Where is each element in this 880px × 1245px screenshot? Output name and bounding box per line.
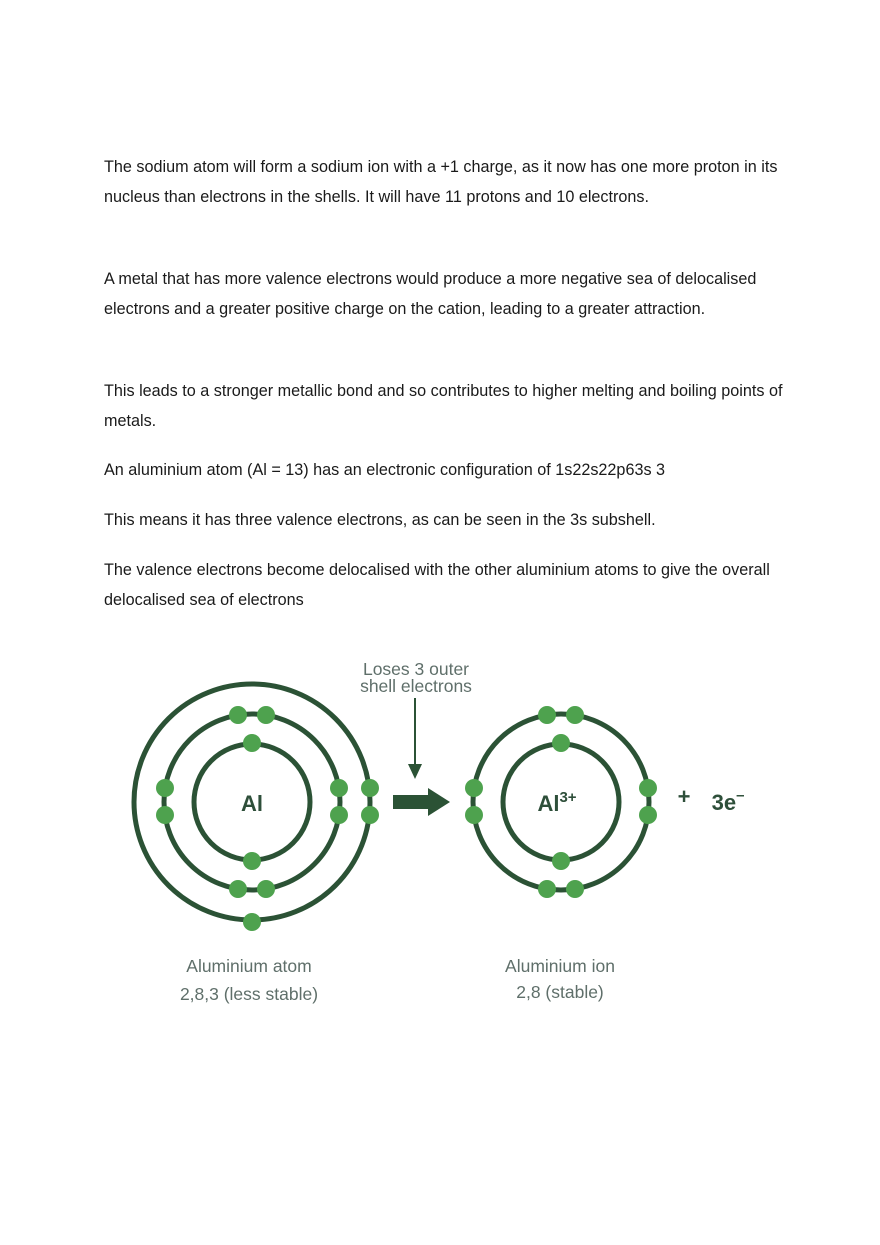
electron xyxy=(552,852,570,870)
electron xyxy=(552,734,570,752)
arrow-label-line1: Loses 3 outer xyxy=(362,659,470,679)
atom-symbol: Al xyxy=(241,791,263,816)
aluminium-atom xyxy=(134,684,379,931)
paragraph-sodium-ion: The sodium atom will form a sodium ion with a +1 charge, as it now has one more proton in its nucleus than electrons in the shells. It will have 11 protons and 10 electrons. xyxy=(104,158,778,206)
electron xyxy=(639,779,657,797)
electron xyxy=(156,779,174,797)
electron xyxy=(538,880,556,898)
electron xyxy=(156,806,174,824)
electron xyxy=(257,706,275,724)
arrow-label-line2: shell electrons xyxy=(360,676,472,696)
aluminium-ion xyxy=(465,706,657,898)
electron xyxy=(465,779,483,797)
paragraph-valence-electrons: A metal that has more valence electrons would produce a more negative sea of delocalised electrons and a greater positive charge on the cation, leading to a greater attraction. xyxy=(104,270,757,318)
electron xyxy=(465,806,483,824)
electron xyxy=(229,706,247,724)
electron xyxy=(639,806,657,824)
atom-caption-name: Aluminium atom xyxy=(186,956,312,976)
electron xyxy=(229,880,247,898)
atom-caption-config: 2,8,3 (less stable) xyxy=(179,984,319,1004)
paragraph-delocalised-sea: The valence electrons become delocalised with the other aluminium atoms to give the overall delocalised sea of electrons xyxy=(104,561,770,609)
electron xyxy=(257,880,275,898)
ion-symbol: $Al^{3+}$ xyxy=(537,789,577,816)
ion-caption-name: Aluminium ion xyxy=(505,956,615,976)
electron xyxy=(243,913,261,931)
plus-sign: + xyxy=(677,784,691,809)
electron xyxy=(243,852,261,870)
electron xyxy=(566,880,584,898)
electron xyxy=(330,779,348,797)
paragraph-aluminium-config: An aluminium atom (Al = 13) has an electronic configuration of 1s22s22p63s 3 xyxy=(104,461,666,479)
down-arrow-icon xyxy=(408,698,422,779)
ion-charge: 3+ xyxy=(559,789,577,806)
electron xyxy=(566,706,584,724)
paragraph-metallic-bond: This leads to a stronger metallic bond and so contributes to higher melting and boiling points of metals. xyxy=(104,382,783,430)
electron-charge: – xyxy=(736,787,745,804)
ion-caption-config: 2,8 (stable) xyxy=(516,982,604,1002)
electron xyxy=(330,806,348,824)
paragraph-three-valence: This means it has three valence electrons, as can be seen in the 3s subshell. xyxy=(104,511,656,529)
released-electrons: 3e– xyxy=(711,787,745,815)
aluminium-ionisation-diagram xyxy=(0,640,880,1040)
electron xyxy=(361,806,379,824)
right-arrow-icon xyxy=(393,788,450,816)
electron xyxy=(243,734,261,752)
electron xyxy=(361,779,379,797)
electron xyxy=(538,706,556,724)
